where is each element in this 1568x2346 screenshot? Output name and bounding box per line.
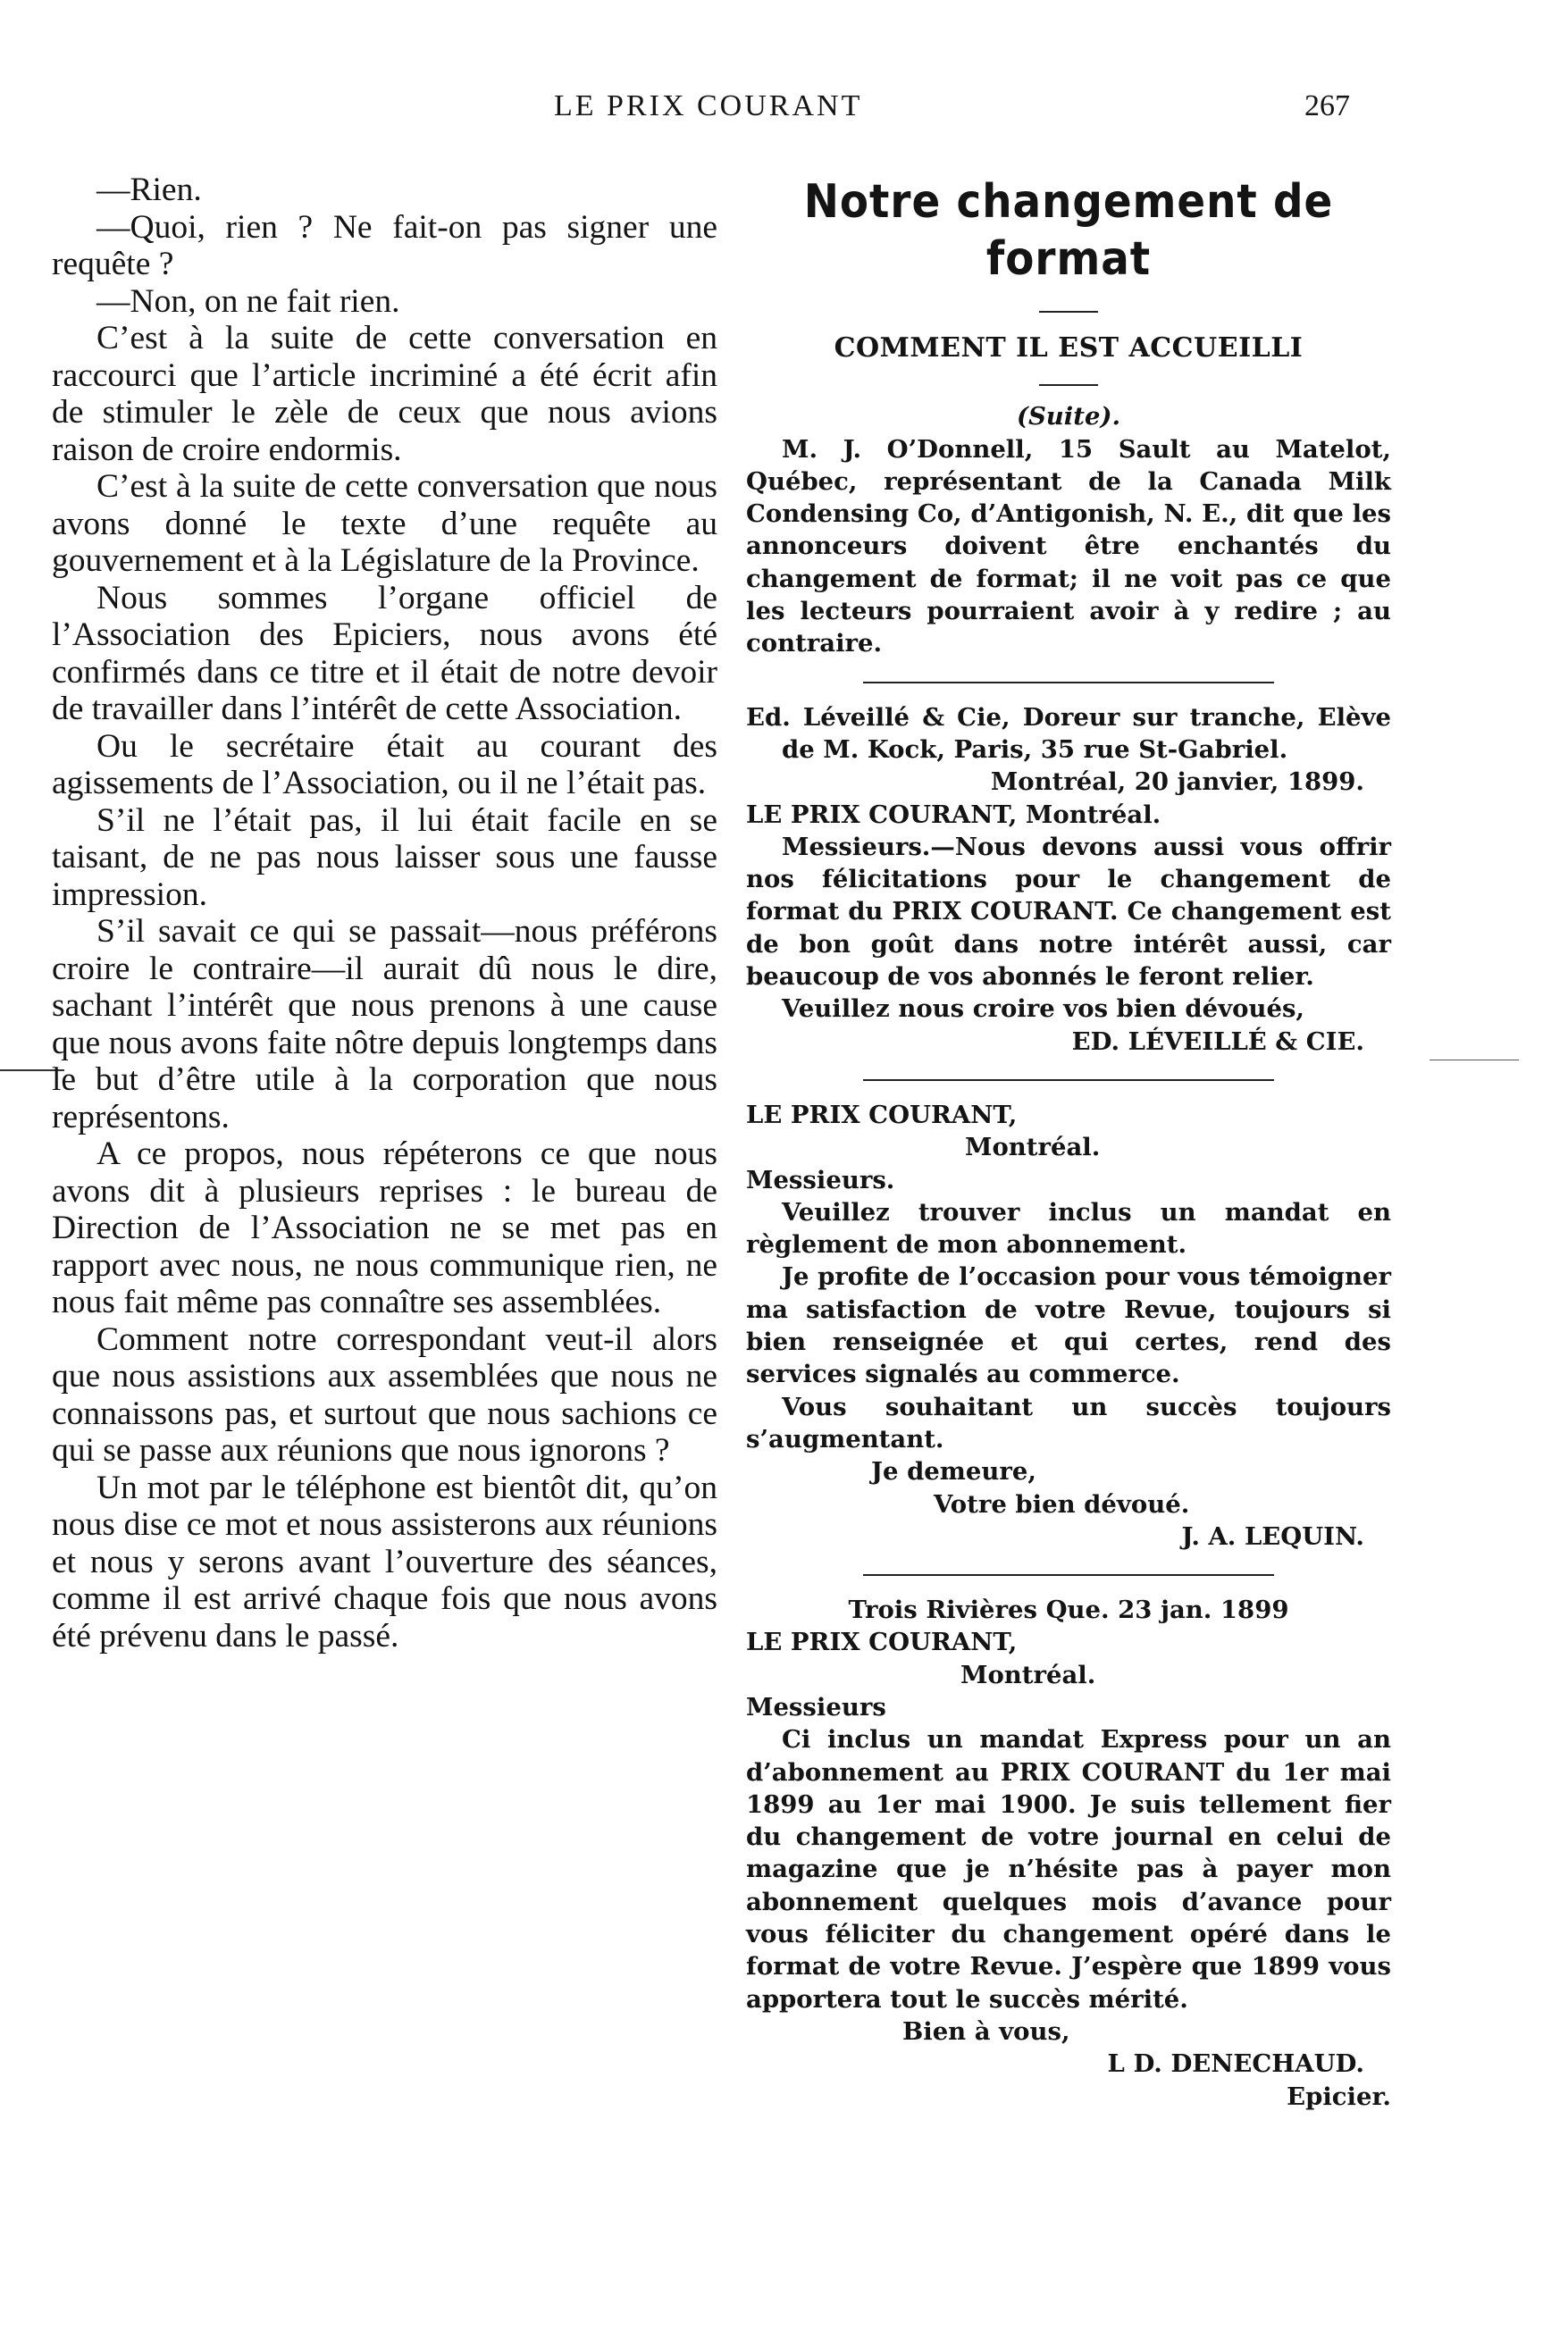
- letter-leveille-closing: Veuillez nous croire vos bien dévoués,: [782, 994, 1305, 1024]
- paragraph: S’il ne l’était pas, il lui était facile en se taisant, de ne pas nous laisser sous une fausse impression.: [52, 801, 717, 913]
- letter-denechaud-city: Montréal.: [960, 1660, 1096, 1689]
- letter-lequin-closing2: Votre bien dévoué.: [934, 1489, 1190, 1519]
- letter-denechaud-role: Epicier.: [1287, 2082, 1391, 2111]
- paragraph: S’il savait ce qui se passait—nous préférons croire le contraire—il aurait dû nous le dire, sachant l’intérêt que nous prenons à une cause que nous avons faite nôtre depuis longtemps dans le but d’être utile à la corporation que nous représentons.: [52, 913, 717, 1135]
- letter-leveille-body: Messieurs.—Nous devons aussi vous offrir nos félicitations pour le changement de format du PRIX COURANT. Ce changement est de bon goût dans notre intérêt aussi, car beaucoup de vos abonnés le feront relier.: [746, 832, 1391, 992]
- letter-lequin-salutation: Messieurs.: [746, 1165, 895, 1194]
- letter-lequin-city: Montréal.: [965, 1133, 1101, 1162]
- page-number: 267: [1304, 89, 1350, 122]
- right-column: [746, 172, 1391, 2113]
- suite-label: (Suite).: [1016, 402, 1121, 431]
- letter-denechaud-body: Ci inclus un mandat Express pour un an d’abonnement au PRIX COURANT du 1er mai 1899 au 1er mai 1900. Je suis tellement fier du changement de votre journal en celui de magazine que je n’hésite pas à payer mon abonnement quelques mois d’avance pour vous féliciter du changement opéré dans le format de votre Revue. J’espère que 1899 vous apportera tout le succès mérité.: [746, 1725, 1391, 2014]
- paragraph: —Rien.: [96, 172, 202, 208]
- paragraph: Comment notre correspondant veut-il alors que nous assistions aux assemblées que nous ne connaissons pas, et surtout que nous sachions ce qui se passe aux réunions que nous ignorons ?: [52, 1320, 717, 1469]
- letter-denechaud-closing: Bien à vous,: [902, 2016, 1070, 2046]
- paragraph: —Quoi, rien ? Ne fait-on pas signer une requête ?: [52, 208, 717, 282]
- running-header: [0, 89, 1568, 134]
- title-rule: [1039, 311, 1098, 313]
- running-title: LE PRIX COURANT: [554, 89, 863, 122]
- letter-leveille-sender: Ed. Léveillé & Cie, Doreur sur tranche, Elève de M. Kock, Paris, 35 rue St-Gabriel.: [746, 702, 1391, 764]
- left-column: [52, 172, 717, 1655]
- letter-leveille-date: Montréal, 20 janvier, 1899.: [990, 767, 1364, 797]
- paragraph: Ou le secrétaire était au courant des agissements de l’Association, ou il ne l’était pas.: [52, 727, 717, 801]
- section-rule: [863, 682, 1274, 683]
- letter-lequin-p2: Je profite de l’occasion pour vous témoigner ma satisfaction de votre Revue, toujours si bien renseignée et qui certes, rend des services signalés au commerce.: [746, 1262, 1392, 1389]
- paragraph: —Non, on ne fait rien.: [96, 282, 400, 320]
- letter-odonnell: M. J. O’Donnell, 15 Sault au Matelot, Québec, représentant de la Canada Milk Condensing Co, d’Antigonish, N. E., dit que les annonceurs doivent être enchantés du changement de format; il ne voit pas ce que les lecteurs pourraient avoir à y redire ; au contraire.: [746, 434, 1391, 658]
- paragraph: C’est à la suite de cette conversation en raccourci que l’article incriminé a été écrit afin de stimuler le zèle de ceux que nous avions raison de croire endormis.: [52, 320, 717, 468]
- section-rule: [863, 1079, 1274, 1081]
- section-rule: [863, 1574, 1274, 1576]
- letter-lequin-closing1: Je demeure,: [871, 1457, 1036, 1487]
- letter-leveille-recipient: LE PRIX COURANT, Montréal.: [746, 800, 1161, 829]
- letter-lequin-signature: J. A. LEQUIN.: [1181, 1521, 1364, 1551]
- letter-lequin-p3: Vous souhaitant un succès toujours s’augmentant.: [746, 1392, 1391, 1454]
- letter-lequin-recipient: LE PRIX COURANT,: [746, 1100, 1018, 1129]
- subtitle-rule: [1039, 384, 1098, 386]
- paragraph: Nous sommes l’organe officiel de l’Association des Epiciers, nous avons été confirmés dans ce titre et il était de notre devoir de travailler dans l’intérêt de cette Association.: [52, 579, 717, 727]
- paragraph: Un mot par le téléphone est bientôt dit, qu’on nous dise ce mot et nous assisterons aux réunions et nous y serons avant l’ouverture des séances, comme il est arrivé chaque fois que nous avons été prévenu dans le passé.: [52, 1469, 717, 1655]
- letter-denechaud-salutation: Messieurs: [746, 1692, 886, 1722]
- letter-leveille-signature: ED. LÉVEILLÉ & CIE.: [1071, 1026, 1364, 1056]
- article-subtitle: COMMENT IL EST ACCUEILLI: [834, 332, 1304, 364]
- paragraph: C’est à la suite de cette conversation que nous avons donné le texte d’une requête au gouvernement et à la Législature de la Province.: [52, 468, 717, 579]
- letter-denechaud-date: Trois Rivières Que. 23 jan. 1899: [848, 1596, 1289, 1625]
- article-title: Notre changement de format: [803, 175, 1334, 286]
- letter-denechaud-recipient: LE PRIX COURANT,: [746, 1628, 1018, 1657]
- paragraph: A ce propos, nous répéterons ce que nous avons dit à plusieurs reprises : le bureau de Direction de l’Association ne se met pas en rapport avec nous, ne nous communique rien, ne nous fait même pas connaître ses assemblées.: [52, 1135, 717, 1320]
- letter-lequin-p1: Veuillez trouver inclus un mandat en règlement de mon abonnement.: [746, 1197, 1391, 1260]
- letter-denechaud-signature: L D. DENECHAUD.: [1107, 2049, 1364, 2079]
